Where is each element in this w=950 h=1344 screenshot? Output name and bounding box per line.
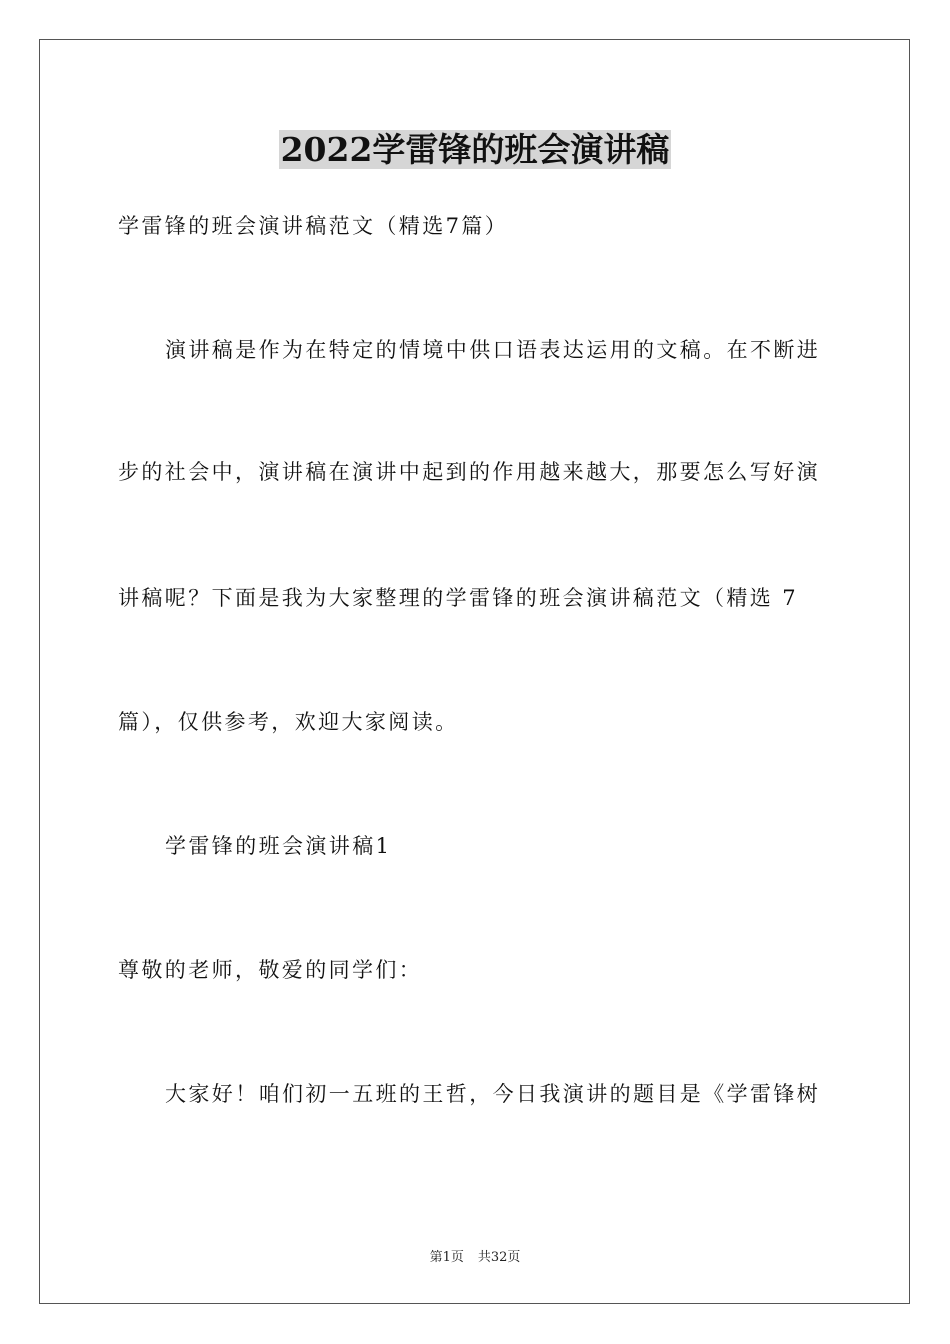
page-total: 共32页 xyxy=(477,1250,521,1265)
document-title xyxy=(0,128,950,172)
document-title-text: 2022学雷锋的班会演讲稿 xyxy=(280,130,670,169)
paragraph-line: 篇），仅供参考，欢迎大家阅读。 xyxy=(118,710,459,734)
paragraph-line: 讲稿呢？下面是我为大家整理的学雷锋的班会演讲稿范文（精选 7 xyxy=(118,586,799,610)
paragraph-line: 演讲稿是作为在特定的情境中供口语表达运用的文稿。在不断进 xyxy=(165,338,821,362)
subtitle-line: 学雷锋的班会演讲稿范文（精选7篇） xyxy=(118,214,509,238)
salutation-line: 尊敬的老师，敬爱的同学们： xyxy=(118,958,423,982)
page-footer xyxy=(0,1249,950,1267)
page-number: 第1页 xyxy=(429,1250,464,1265)
paragraph-line: 大家好！咱们初一五班的王哲，今日我演讲的题目是《学雷锋树 xyxy=(165,1082,821,1106)
section-heading: 学雷锋的班会演讲稿1 xyxy=(165,834,392,858)
paragraph-line: 步的社会中，演讲稿在演讲中起到的作用越来越大，那要怎么写好演 xyxy=(118,460,820,484)
